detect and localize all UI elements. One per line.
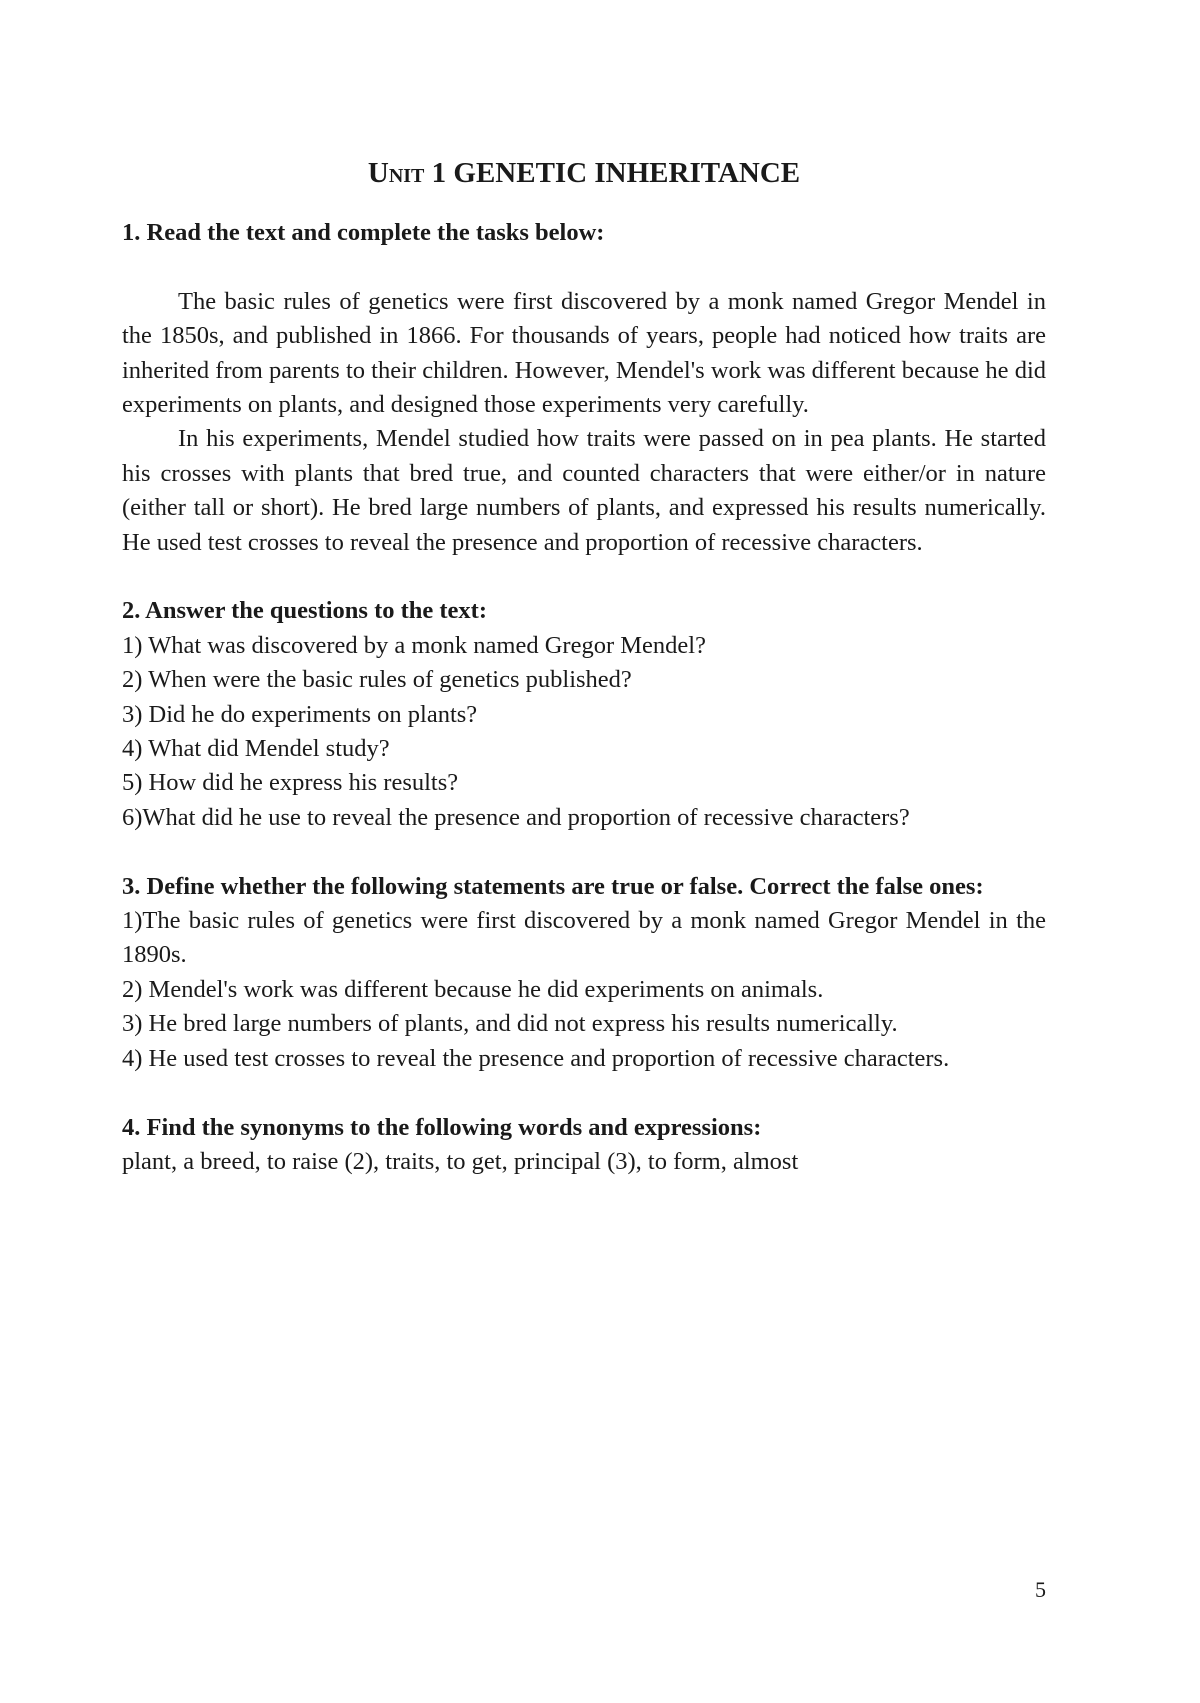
statements-list [122,904,1046,1076]
list-item: 3) Did he do experiments on plants? [122,700,478,728]
section-1-heading: 1. Read the text and complete the tasks below: [122,219,605,246]
list-item: 1)The basic rules of genetics were first discovered by a monk named Gregor Mendel in the 1890s. [122,907,1046,969]
questions-list [122,629,1046,835]
reading-paragraph-1: The basic rules of genetics were first discovered by a monk named Gregor Mendel in the 1850s, and published in 1866. For thousands of years, people had noticed how traits are inherited from parents to their children. However, Mendel's work was different because he did experiments on plants, and designed those experiments very carefully. [122,287,1046,419]
reading-paragraph-2: In his experiments, Mendel studied how traits were passed on in pea plants. He started his crosses with plants that bred true, and counted characters that were either/or in nature (either tall or short). He bred large numbers of plants, and expressed his results numerically. He used test crosses to reveal the presence and proportion of recessive characters. [122,425,1046,556]
list-item: 6)What did he use to reveal the presence and proportion of recessive characters? [122,803,910,831]
document-page [122,0,1046,1703]
list-item: 4) He used test crosses to reveal the presence and proportion of recessive characters. [122,1044,950,1072]
list-item: 2) Mendel's work was different because he did experiments on animals. [122,975,824,1003]
page-number: 5 [1035,1577,1046,1602]
list-item: 4) What did Mendel study? [122,735,390,763]
spacer [122,560,1046,594]
page-content [122,216,1046,1179]
page-title [122,155,1046,191]
spacer [122,250,1046,284]
section-3-heading: 3. Define whether the following statements are true or false. Correct the false ones: [122,872,984,900]
list-item: 1) What was discovered by a monk named Gregor Mendel? [122,631,706,659]
synonym-words: plant, a breed, to raise (2), traits, to get, principal (3), to form, almost [122,1147,799,1175]
list-item: 2) When were the basic rules of genetics published? [122,666,632,694]
list-item: 3) He bred large numbers of plants, and did not express his results numerically. [122,1010,898,1038]
spacer [122,1076,1046,1110]
title-unit-word: Unit [367,157,425,189]
section-4-heading: 4. Find the synonyms to the following words and expressions: [122,1113,762,1141]
list-item: 5) How did he express his results? [122,769,459,797]
title-text: 1 GENETIC INHERITANCE [424,157,801,189]
spacer [122,835,1046,869]
section-2-heading: 2. Answer the questions to the text: [122,597,487,625]
